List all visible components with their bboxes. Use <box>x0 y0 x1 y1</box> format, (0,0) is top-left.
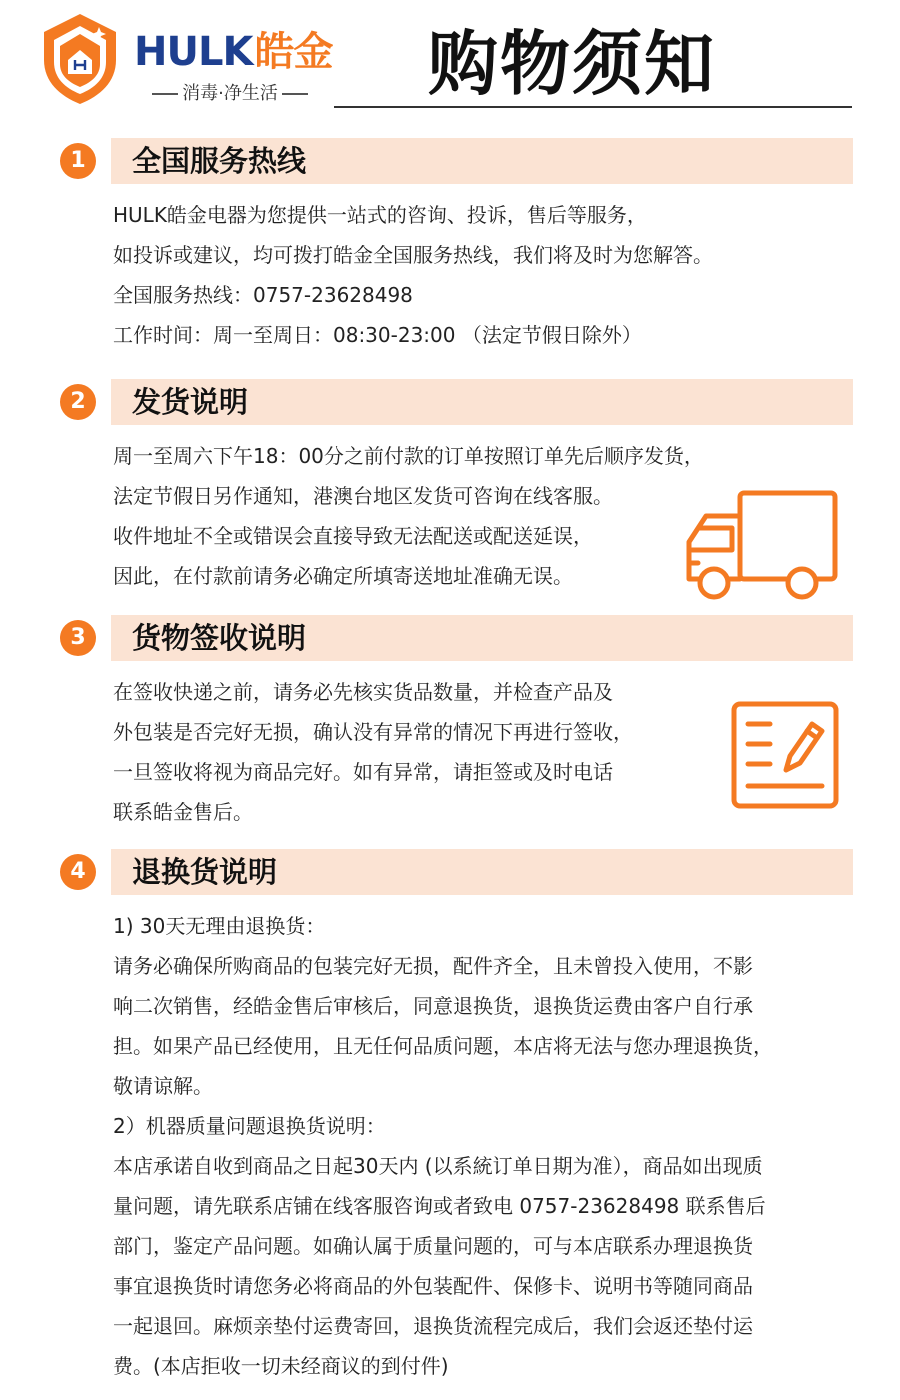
body-line: 因此，在付款前请务必确定所填寄送地址准确无误。 <box>113 564 573 588</box>
section-body-returns <box>113 906 773 1386</box>
working-hours: 工作时间：周一至周日：08:30-23:00 （法定节假日除外） <box>113 323 642 347</box>
section-title: 全国服务热线 <box>132 144 307 178</box>
sign-document-pen-icon <box>730 700 840 810</box>
brand-tagline <box>134 82 326 106</box>
body-line: 在签收快递之前，请务必先核实货品数量，并检查产品及 <box>113 680 613 704</box>
section-header-hotline <box>60 138 853 184</box>
section-number-badge: 3 <box>60 620 96 656</box>
body-line: 担。如果产品已经使用，且无任何品质问题，本店将无法与您办理退换货， <box>113 1034 773 1058</box>
section-header-shipping <box>60 379 853 425</box>
section-number-badge: 2 <box>60 384 96 420</box>
body-line: 联系皓金售后。 <box>113 800 253 824</box>
section-body-hotline <box>113 195 713 355</box>
section-number-badge: 4 <box>60 854 96 890</box>
body-line: 敬请谅解。 <box>113 1074 213 1098</box>
section-body-shipping <box>113 436 704 596</box>
title-divider <box>334 106 852 108</box>
body-line: 周一至周六下午18：00分之前付款的订单按照订单先后顺序发货， <box>113 444 704 468</box>
brand-logo <box>134 30 332 74</box>
body-line: 费。(本店拒收一切未经商议的到付件) <box>113 1354 449 1378</box>
body-line: 事宜退换货时请您务必将商品的外包装配件、保修卡、说明书等随同商品 <box>113 1274 753 1298</box>
shield-logo-icon <box>42 12 118 106</box>
body-line: 外包装是否完好无损，确认没有异常的情况下再进行签收， <box>113 720 633 744</box>
section-title: 货物签收说明 <box>132 621 307 655</box>
body-line: 一旦签收将视为商品完好。如有异常，请拒签或及时电话 <box>113 760 613 784</box>
body-line: 法定节假日另作通知，港澳台地区发货可咨询在线客服。 <box>113 484 613 508</box>
delivery-truck-icon <box>684 488 840 604</box>
brand-name-cn: 皓金 <box>254 29 333 75</box>
brand-tagline-text: 消毒·净生活 <box>182 83 278 104</box>
body-line: 一起退回。麻烦亲垫付运费寄回，退换货流程完成后，我们会返还垫付运 <box>113 1314 753 1338</box>
section-header-receipt <box>60 615 853 661</box>
brand-name-en: HULK <box>134 29 253 75</box>
subheading: 1) 30天无理由退换货： <box>113 914 326 938</box>
body-line: 量问题，请先联系店铺在线客服咨询或者致电 0757-23628498 联系售后 <box>113 1194 766 1218</box>
body-line: 响二次销售，经皓金售后审核后，同意退换货，退换货运费由客户自行承 <box>113 994 753 1018</box>
body-line: 本店承诺自收到商品之日起30天内 (以系統订单日期为准），商品如出现质 <box>113 1154 763 1178</box>
body-line: 部门，鉴定产品问题。如确认属于质量问题的，可与本店联系办理退换货 <box>113 1234 753 1258</box>
section-body-receipt <box>113 672 633 832</box>
body-line: 如投诉或建议，均可拨打皓金全国服务热线，我们将及时为您解答。 <box>113 243 713 267</box>
body-line: 请务必确保所购商品的包装完好无损，配件齐全，且未曾投入使用，不影 <box>113 954 753 978</box>
page-header <box>0 0 900 120</box>
section-header-returns <box>60 849 853 895</box>
section-number-badge: 1 <box>60 143 96 179</box>
subheading: 2）机器质量问题退换货说明： <box>113 1114 386 1138</box>
section-title: 发货说明 <box>132 385 249 419</box>
page-title: 购物须知 <box>428 22 716 105</box>
body-line: HULK皓金电器为您提供一站式的咨询、投诉，售后等服务， <box>113 203 647 227</box>
section-title: 退换货说明 <box>132 855 278 889</box>
hotline-number: 全国服务热线：0757-23628498 <box>113 283 413 307</box>
body-line: 收件地址不全或错误会直接导致无法配送或配送延误， <box>113 524 593 548</box>
